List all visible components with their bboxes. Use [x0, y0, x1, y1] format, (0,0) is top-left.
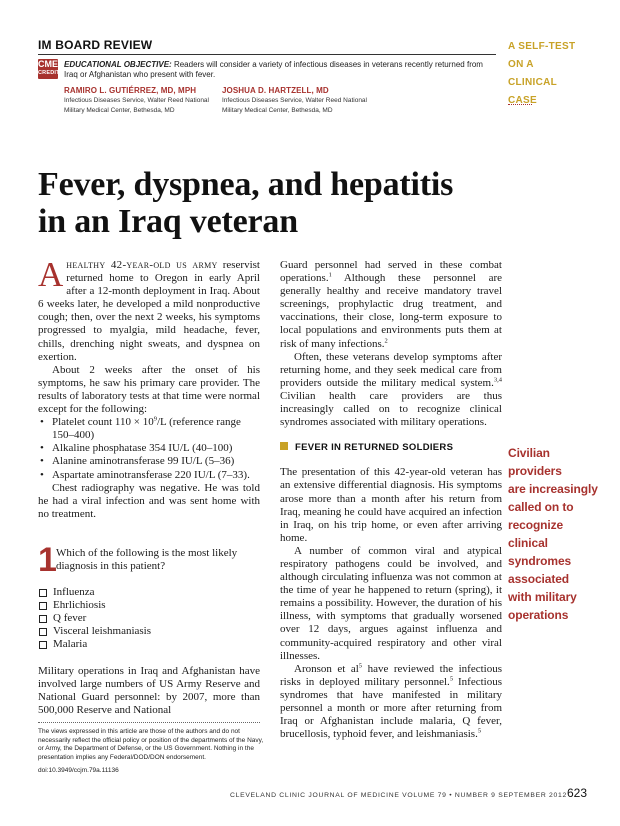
disclaimer-footnote: The views expressed in this article are those of the authors and do not necessarily reflect the official policy or position of the departments of the Navy, or Army, the Department of Defense, or the US Government. Nothing in the presentation implies any Federal/DOD/DON endorsement.	[38, 728, 264, 761]
text-run: have reviewed the infectious risks in deployed military personnel.	[280, 662, 502, 688]
text-run: Aronson et al	[294, 662, 359, 675]
choice-label: Malaria	[53, 638, 88, 651]
author-affiliation: Infectious Diseases Service, Walter Reed National	[64, 97, 209, 104]
lab-result-item	[38, 469, 260, 482]
lead-in-smallcaps: healthy 42-year-old us army	[66, 259, 218, 271]
citation-superscript: 2	[384, 336, 388, 344]
text-run: Infectious syndromes that have manifested in military personnel a month or more after returning from Iraq or Afghanistan include malaria, Q fever, brucellosis, typhoid fever, and leishmaniasis.	[280, 675, 502, 741]
cme-badge-line2: CREDIT	[38, 70, 60, 76]
citation-superscript: 5	[477, 727, 482, 735]
lab-results-list	[38, 416, 260, 481]
checkbox-icon[interactable]	[39, 641, 47, 649]
pull-quote-line: operations	[508, 608, 569, 622]
self-test-line: ON A	[508, 59, 534, 70]
lab-result-item	[38, 442, 260, 455]
paragraph-text: reservist returned home to Oregon in early April after a 12-month deployment in Iraq. About 6 weeks later, he developed a mild nonproductive cough; then, over the next 2 weeks, his symptoms progressed to myalgia, mild headache, fever, chills, drenching night sweats, and dyspnea on exertion.	[38, 259, 260, 363]
text-run: Civilian health care providers are thus increasingly called on to recognize clinical syndromes associated with military operations.	[280, 389, 502, 429]
title-line-2: in an Iraq veteran	[38, 203, 298, 240]
section-label: IM BOARD REVIEW	[38, 38, 153, 52]
pull-quote	[508, 444, 600, 624]
checkbox-icon[interactable]	[39, 589, 47, 597]
section-subhead	[280, 441, 502, 454]
body-paragraph	[280, 351, 502, 430]
checkbox-icon[interactable]	[39, 615, 47, 623]
text-run: Although these personnel are generally healthy and receive mandatory travel screenings, prophylactic drug treatment, and vaccinations, their close, long-term exposure to local populations and environments puts them at risk of many infections.	[280, 272, 502, 350]
pull-quote-line: providers	[508, 464, 562, 478]
pull-quote-line: clinical	[508, 536, 548, 550]
subhead-square-icon	[280, 442, 288, 450]
right-column	[280, 259, 502, 741]
drop-cap: A	[38, 255, 64, 294]
question-text: Which of the following is the most likely diagnosis in this patient?	[56, 546, 238, 572]
author-name: RAMIRO L. GUTIÉRREZ, MD, MPH	[64, 86, 197, 95]
choice-label: Influenza	[53, 586, 95, 599]
question-block	[38, 540, 260, 579]
author-name: JOSHUA D. HARTZELL, MD	[222, 86, 329, 95]
answer-choice[interactable]	[38, 586, 260, 599]
pull-quote-line: recognize	[508, 518, 564, 532]
lab-text-continued: 150–400)	[52, 429, 95, 442]
lab-text: Alanine aminotransferase 99 IU/L (5–36)	[52, 455, 235, 468]
doi-link[interactable]: doi:10.3949/ccjm.79a.11136	[38, 767, 119, 774]
case-paragraph-3: Chest radiography was negative. He was told he had a viral infection and was sent home with no treatment.	[38, 481, 260, 520]
lab-superscript: 9	[153, 415, 157, 423]
self-test-tag	[508, 38, 588, 110]
answer-choice[interactable]	[38, 599, 260, 612]
lab-result-item	[38, 455, 260, 468]
citation-superscript: 1	[328, 271, 332, 279]
body-paragraph: A number of common viral and atypical respiratory pathogens could be involved, and although circulating influenza was not common at the time of year he happened to return (spring), it remains a possibility. However, the duration of his illness, with symptoms that gradually worsened over 12 days, argues against influenza and community-acquired respiratory and other viral illnesses.	[280, 544, 502, 662]
citation-superscript: 3,4	[493, 376, 502, 384]
answer-choice[interactable]	[38, 625, 260, 638]
journal-footer: CLEVELAND CLINIC JOURNAL OF MEDICINE VOLUME 79 • NUMBER 9 SEPTEMBER 2012	[230, 792, 567, 799]
body-paragraph: Military operations in Iraq and Afghanistan have involved large numbers of US Army Reserve and National Guard personnel: by 2007, more than 500,000 Reserve and National	[38, 664, 260, 716]
pull-quote-line: Civilian	[508, 446, 550, 460]
pull-quote-line: associated	[508, 572, 570, 586]
cme-badge-line1: CME	[38, 59, 58, 69]
lab-text: /L (reference range	[156, 416, 241, 429]
objective-text: Readers will consider a variety of infectious diseases in veterans recently returned from Iraq or Afghanistan who present with fever.	[64, 60, 483, 79]
educational-objective	[64, 60, 484, 80]
author-block-2	[222, 86, 392, 115]
footnote-divider	[38, 722, 260, 723]
choice-label: Visceral leishmaniasis	[53, 625, 152, 638]
self-test-line: CASE	[508, 95, 537, 106]
author-block-1	[64, 86, 224, 115]
answer-choice[interactable]	[38, 638, 260, 651]
self-test-line: CLINICAL	[508, 77, 558, 88]
lab-result-item	[38, 416, 260, 442]
citation-superscript: 5	[358, 662, 363, 670]
choice-label: Ehrlichiosis	[53, 599, 106, 612]
self-test-line: A SELF-TEST	[508, 41, 576, 52]
page-number: 623	[567, 786, 588, 800]
author-affiliation: Military Medical Center, Bethesda, MD	[64, 107, 175, 114]
left-column	[38, 255, 260, 717]
checkbox-icon[interactable]	[39, 628, 47, 636]
answer-choices	[38, 586, 260, 651]
case-paragraph-1	[38, 255, 260, 364]
header-rule	[38, 54, 496, 55]
pull-quote-line: with military	[508, 590, 577, 604]
checkbox-icon[interactable]	[39, 602, 47, 610]
question-number: 1	[38, 540, 57, 579]
body-paragraph: The presentation of this 42-year-old veteran has an extensive differential diagnosis. His symptoms arose more than a month after his return from Iraq, meaning he could have acquired an infection in Iraq, on his trip home, or even after arriving home.	[280, 466, 502, 544]
article-title	[38, 166, 508, 240]
objective-label: EDUCATIONAL OBJECTIVE:	[64, 60, 172, 69]
self-test-dotted-rule	[508, 104, 532, 105]
pull-quote-line: syndromes	[508, 554, 572, 568]
text-run: Often, these veterans develop symptoms after returning home, and they seek medical care from providers outside the military medical system.	[280, 350, 502, 389]
text-run: Guard personnel had served in these combat operations.	[280, 259, 502, 285]
cme-credit-badge	[38, 59, 58, 79]
answer-choice[interactable]	[38, 612, 260, 625]
author-affiliation: Infectious Diseases Service, Walter Reed National	[222, 97, 367, 104]
author-affiliation: Military Medical Center, Bethesda, MD	[222, 107, 333, 114]
title-line-1: Fever, dyspnea, and hepatitis	[38, 166, 454, 203]
choice-label: Q fever	[53, 612, 87, 625]
pull-quote-line: are increasingly	[508, 482, 598, 496]
body-paragraph	[280, 663, 502, 742]
citation-superscript: 5	[449, 675, 454, 683]
lab-text: Alkaline phosphatase 354 IU/L (40–100)	[52, 442, 233, 455]
subhead-text: FEVER IN RETURNED SOLDIERS	[295, 442, 454, 454]
pull-quote-line: called on to	[508, 500, 574, 514]
case-paragraph-2: About 2 weeks after the onset of his symptoms, he saw his primary care provider. The results of laboratory tests at that time were normal except for the following:	[38, 363, 260, 416]
body-paragraph	[280, 259, 502, 351]
lab-text: Platelet count 110 × 10	[52, 416, 154, 429]
lab-text: Aspartate aminotransferase 220 IU/L (7–33).	[52, 468, 250, 481]
